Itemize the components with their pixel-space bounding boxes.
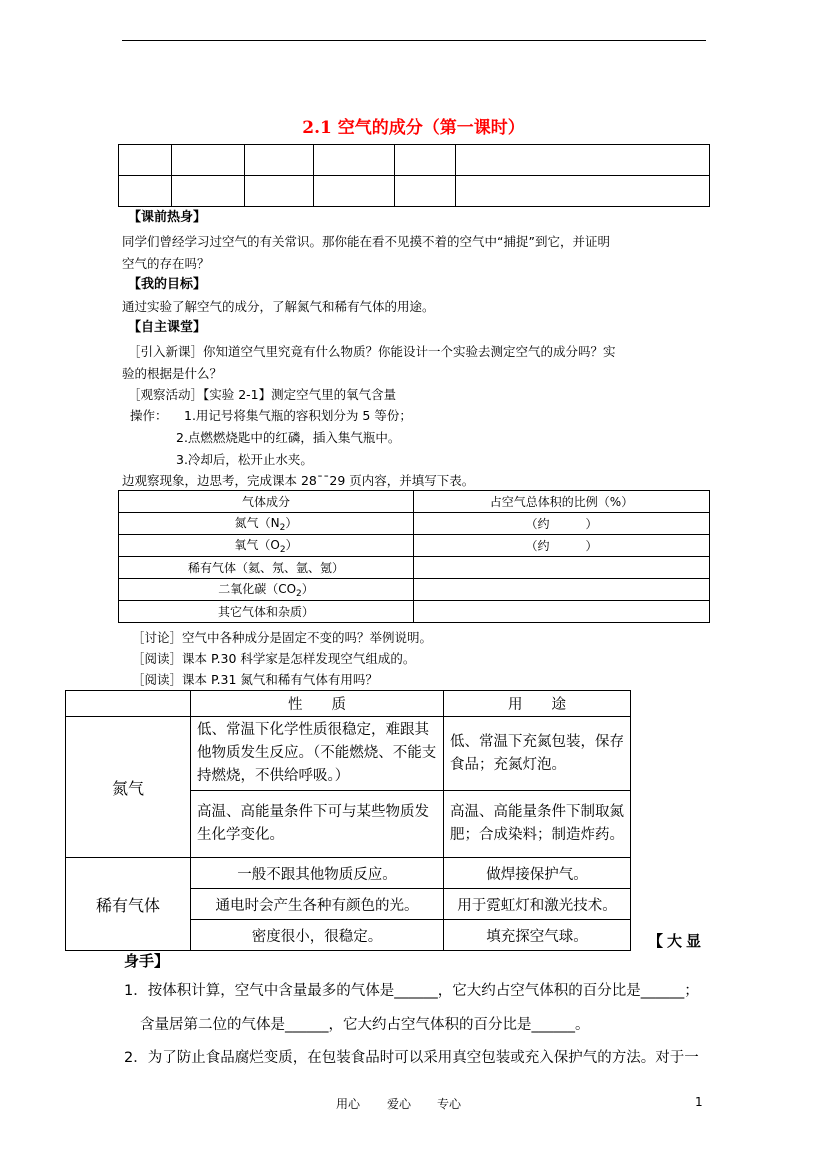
gas-name: 其它气体和杂质） — [119, 601, 414, 623]
use-cell: 做焊接保护气。 — [444, 858, 631, 889]
goal-text: 通过实验了解空气的成分，了解氮气和稀有气体的用途。 — [122, 299, 435, 314]
info-cell — [395, 176, 456, 207]
info-cell — [119, 176, 172, 207]
use-cell: 低、常温下充氮包装，保存食品；充氮灯泡。 — [444, 717, 631, 791]
footer-word: 用心 — [336, 1097, 361, 1111]
info-cell — [456, 176, 710, 207]
operation-step: 1.用记号将集气瓶的容积划分为 5 等份； — [184, 408, 412, 423]
gas-ratio[interactable] — [414, 579, 710, 601]
table-row — [119, 601, 710, 623]
page-title: 2.1 空气的成分（第一课时） — [302, 118, 525, 138]
reading-text: ［阅读］课本 P.31 氮气和稀有气体有用吗？ — [132, 672, 378, 687]
table-row — [119, 557, 710, 579]
use-cell: 用于霓虹灯和激光技术。 — [444, 889, 631, 920]
table-row — [66, 858, 631, 889]
question-text: 1．按体积计算，空气中含量最多的气体是______，它大约占空气体积的百分比是______； — [124, 983, 699, 999]
header-rule — [122, 40, 706, 41]
gas-label-nitrogen: 氮气 — [66, 717, 191, 858]
info-cell — [314, 176, 395, 207]
table-row — [119, 513, 710, 535]
goal-heading: 【我的目标】 — [128, 277, 207, 292]
observe-text: 边观察现象，边思考，完成课本 28¯¯29 页内容，并填写下表。 — [122, 473, 475, 488]
pre-class-text: 同学们曾经学习过空气的有关常识。那你能在看不见摸不着的空气中“捕捉”到它，并证明 — [122, 234, 610, 249]
table-header-blank — [66, 691, 191, 717]
page-number: 1 — [695, 1095, 703, 1109]
info-cell — [456, 145, 710, 176]
gas-composition-table — [118, 490, 710, 623]
footer-word: 爱心 — [387, 1097, 412, 1111]
properties-uses-table — [65, 690, 631, 951]
pre-class-heading: 【课前热身】 — [128, 210, 207, 225]
property-cell: 密度很小，很稳定。 — [191, 920, 444, 951]
gas-name: 氮气$(N_2)$ — [119, 513, 414, 535]
practice-heading: 身手】 — [124, 952, 170, 970]
info-cell — [395, 145, 456, 176]
property-cell: 一般不跟其他物质反应。 — [191, 858, 444, 889]
practice-heading: 【大显 — [648, 932, 706, 950]
table-header: 性 质 — [191, 691, 444, 717]
table-header: 气体成分 — [119, 491, 414, 513]
use-cell: 高温、高能量条件下制取氮肥；合成染料；制造炸药。 — [444, 791, 631, 858]
pre-class-text: 空气的存在吗？ — [122, 256, 210, 271]
property-cell: 高温、高能量条件下可与某些物质发生化学变化。 — [191, 791, 444, 858]
operation-step: 3.冷却后，松开止水夹。 — [176, 452, 313, 467]
info-cell — [172, 176, 245, 207]
operation-step: 2.点燃燃烧匙中的红磷，插入集气瓶中。 — [176, 430, 401, 445]
gas-ratio[interactable] — [414, 557, 710, 579]
use-cell: 填充探空气球。 — [444, 920, 631, 951]
operation-label: 操作： — [130, 408, 168, 423]
table-row — [119, 535, 710, 557]
intro-text: 验的根据是什么？ — [122, 366, 223, 381]
footer-word: 专心 — [437, 1097, 462, 1111]
gas-name: 稀有气体（氦、氖、氩、氪） — [119, 557, 414, 579]
gas-ratio[interactable]: （约 ） — [414, 513, 710, 535]
table-header: 用 途 — [444, 691, 631, 717]
gas-name: 二氧化碳$(CO_2)$ — [119, 579, 414, 601]
gas-name: 氧气$(O_2)$ — [119, 535, 414, 557]
info-table — [118, 144, 710, 207]
info-cell — [172, 145, 245, 176]
intro-text: ［引入新课］你知道空气里究竟有什么物质？你能设计一个实验去测定空气的成分吗？实 — [128, 344, 616, 359]
property-cell: 低、常温下化学性质很稳定，难跟其他物质发生反应。（不能燃烧、不能支持燃烧，不供给呼吸。） — [191, 717, 444, 791]
info-cell — [245, 145, 314, 176]
question-text: 含量居第二位的气体是______，它大约占空气体积的百分比是______。 — [140, 1017, 590, 1033]
info-cell — [245, 176, 314, 207]
gas-ratio[interactable] — [414, 601, 710, 623]
table-row — [119, 579, 710, 601]
discuss-text: ［讨论］空气中各种成分是固定不变的吗？举例说明。 — [132, 630, 433, 645]
self-study-heading: 【自主课堂】 — [128, 320, 207, 335]
activity-text: ［观察活动］【实验 2-1】测定空气里的氧气含量 — [128, 387, 397, 402]
table-header: 占空气总体积的比例（%） — [414, 491, 710, 513]
property-cell: 通电时会产生各种有颜色的光。 — [191, 889, 444, 920]
reading-text: ［阅读］课本 P.30 科学家是怎样发现空气组成的。 — [132, 651, 416, 666]
info-cell — [119, 145, 172, 176]
table-row — [66, 717, 631, 791]
question-text: 2．为了防止食品腐烂变质，在包装食品时可以采用真空包装或充入保护气的方法。对于一 — [124, 1050, 699, 1066]
gas-label-rare-gases: 稀有气体 — [66, 858, 191, 951]
gas-ratio[interactable]: （约 ） — [414, 535, 710, 557]
info-cell — [314, 145, 395, 176]
